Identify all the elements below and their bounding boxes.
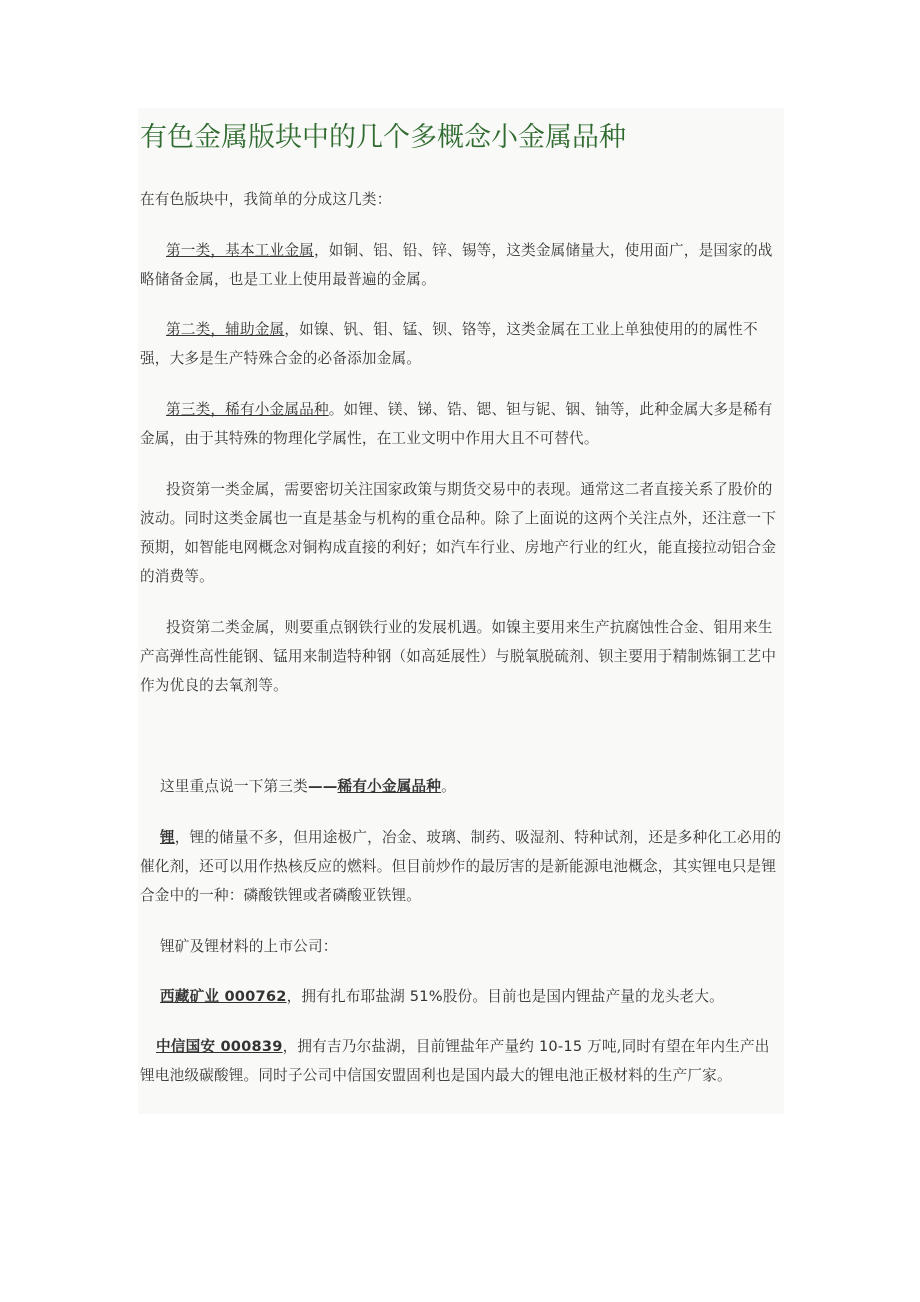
category-2-paragraph — [140, 315, 782, 373]
category-1-text: ，如铜、铝、铅、锌、锡等，这类金属储量大，使用面广，是国家的战略储备金属，也是工业上使用最普遍的金属。 — [140, 242, 773, 288]
category-1-label: 第一类，基本工业金属 — [166, 242, 314, 259]
company-2-name[interactable]: 中信国安 000839 — [156, 1038, 283, 1055]
company-2-text-b: 万吨,同时有望在年内生产出锂电池级碳酸锂。同时子公司中信国安盟固利也是国内最大的锂电池正极材料的生产厂家。 — [140, 1038, 770, 1084]
category-2-text: ，如镍、钒、钼、锰、钡、铬等，这类金属在工业上单独使用的的属性不强，大多是生产特殊合金的必备添加金属。 — [140, 321, 758, 367]
company-1-text-a: ，拥有扎布耶盐湖 — [286, 988, 410, 1005]
lithium-name: 锂 — [160, 829, 175, 846]
focus-suffix: 。 — [441, 778, 456, 795]
company-1-name[interactable]: 西藏矿业 000762 — [160, 988, 287, 1005]
article-title: 有色金属版块中的几个多概念小金属品种 — [140, 122, 626, 153]
focus-dash: —— — [307, 778, 338, 795]
company-1-paragraph — [140, 982, 782, 1011]
invest-category-2-paragraph: 投资第二类金属，则要重点钢铁行业的发展机遇。如镍主要用来生产抗腐蚀性合金、钼用来生产高弹性高性能钢、锰用来制造特种钢（如高延展性）与脱氧脱硫剂、钡主要用于精制炼铜工艺中作为优良的去氧剂等。 — [140, 619, 777, 694]
category-1-paragraph — [140, 236, 782, 294]
focus-link: 稀有小金属品种 — [337, 778, 442, 795]
category-3-label: 第三类，稀有小金属品种 — [166, 401, 329, 418]
category-3-paragraph — [140, 395, 782, 453]
company-1-text-b: 股份。目前也是国内锂盐产量的龙头老大。 — [442, 988, 724, 1005]
companies-heading: 锂矿及锂材料的上市公司： — [160, 938, 338, 955]
company-2-text-a: ，拥有吉乃尔盐湖，目前锂盐年产量约 — [282, 1038, 539, 1055]
lithium-paragraph — [140, 823, 782, 910]
focus-paragraph — [140, 772, 782, 801]
invest-category-1-paragraph: 投资第一类金属，需要密切关注国家政策与期货交易中的表现。通常这二者直接关系了股价的波动。同时这类金属也一直是基金与机构的重仓品种。除了上面说的这两个关注点外，还注意一下预期，如智能电网概念对铜构成直接的利好；如汽车行业、房地产行业的红火，能直接拉动铝合金的消费等。 — [140, 481, 777, 585]
intro-paragraph: 在有色版块中，我简单的分成这几类： — [140, 191, 392, 208]
article-body — [138, 108, 784, 1114]
category-3-text: 。如锂、镁、锑、锆、锶、钽与铌、铟、铀等，此种金属大多是稀有金属，由于其特殊的物理化学属性，在工业文明中作用大且不可替代。 — [140, 401, 773, 447]
company-2-amount: 10-15 — [538, 1038, 583, 1055]
company-1-pct: 51% — [409, 988, 443, 1005]
category-2-label: 第二类，辅助金属 — [166, 321, 285, 338]
company-2-paragraph — [140, 1032, 782, 1090]
focus-prefix: 这里重点说一下第三类 — [160, 778, 308, 795]
lithium-text: ，锂的储量不多，但用途极广，冶金、玻璃、制药、吸湿剂、特种试剂，还是多种化工必用的催化剂，还可以用作热核反应的燃料。但目前炒作的最厉害的是新能源电池概念，其实锂电只是锂合金中的一种：磷酸铁锂或者磷酸亚铁锂。 — [140, 829, 782, 904]
